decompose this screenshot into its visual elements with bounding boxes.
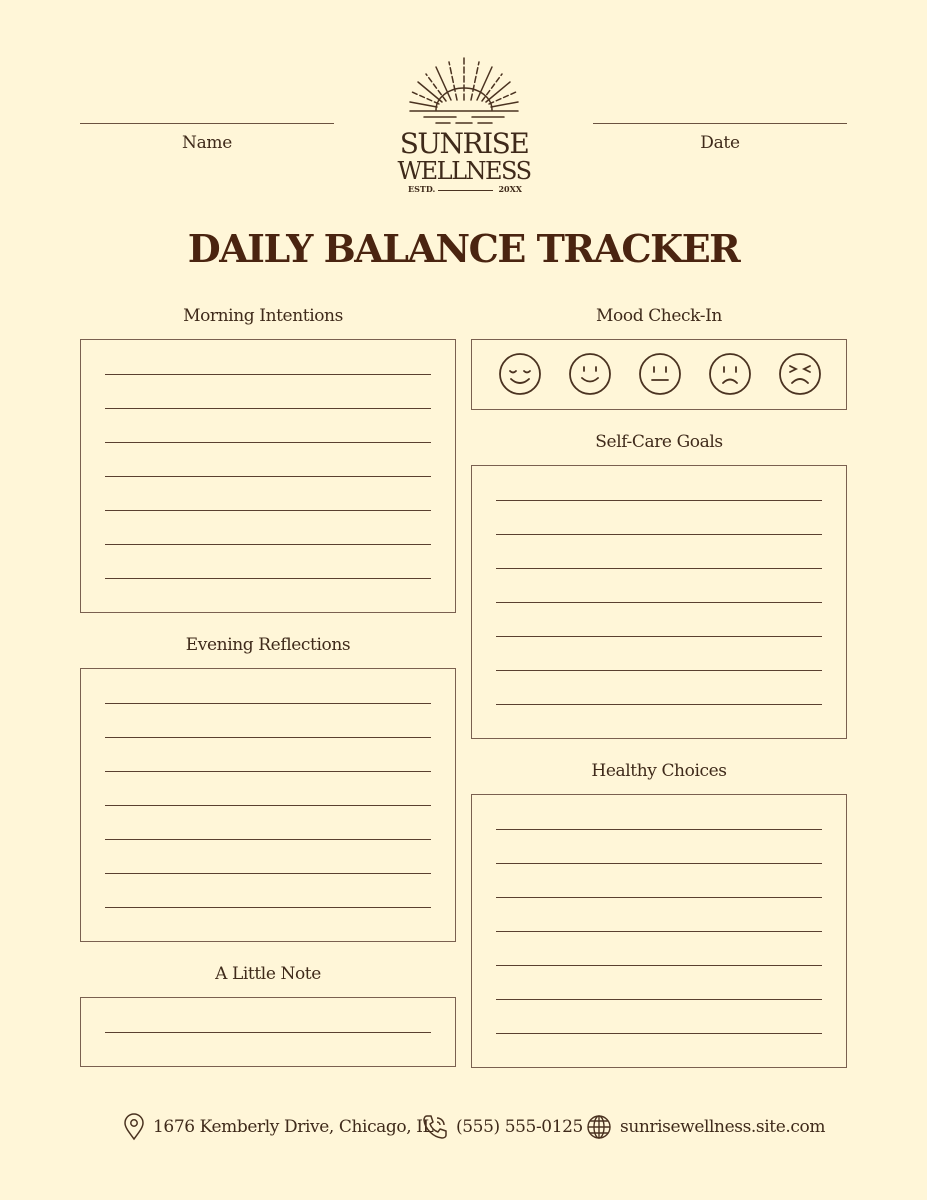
logo-year: 20XX (498, 184, 522, 194)
write-line[interactable] (105, 771, 431, 772)
write-line[interactable] (105, 907, 431, 908)
logo-divider (438, 190, 493, 191)
write-line[interactable] (105, 408, 431, 409)
morning-intentions-box[interactable] (80, 339, 456, 613)
neutral-face-icon[interactable] (638, 352, 682, 396)
mood-check-in-box (471, 339, 847, 410)
morning-intentions-label: Morning Intentions (183, 306, 343, 326)
name-line[interactable] (80, 123, 334, 124)
content-face-icon[interactable] (498, 352, 542, 396)
write-line[interactable] (496, 534, 822, 535)
date-label: Date (700, 133, 740, 153)
smile-face-icon[interactable] (568, 352, 612, 396)
little-note-label: A Little Note (215, 964, 321, 984)
location-pin-icon (123, 1113, 145, 1141)
write-line[interactable] (105, 442, 431, 443)
logo-line-2: WELLNESS (397, 157, 531, 185)
write-line[interactable] (496, 636, 822, 637)
sunrise-icon (364, 50, 564, 130)
write-line[interactable] (496, 931, 822, 932)
date-line[interactable] (593, 123, 847, 124)
upset-face-icon[interactable] (778, 352, 822, 396)
sad-face-icon[interactable] (708, 352, 752, 396)
write-line[interactable] (496, 897, 822, 898)
write-line[interactable] (496, 602, 822, 603)
write-line[interactable] (105, 873, 431, 874)
footer-website (586, 1112, 825, 1142)
footer-website-text[interactable]: sunrisewellness.site.com (620, 1117, 826, 1137)
write-line[interactable] (105, 544, 431, 545)
write-line[interactable] (105, 1032, 431, 1033)
footer-address-text: 1676 Kemberly Drive, Chicago, IL (153, 1117, 434, 1137)
healthy-choices-box[interactable] (471, 794, 847, 1068)
write-line[interactable] (105, 374, 431, 375)
write-line[interactable] (496, 863, 822, 864)
globe-icon (586, 1114, 612, 1140)
page-title: DAILY BALANCE TRACKER (187, 226, 740, 271)
footer-phone-text: (555) 555-0125 (456, 1117, 583, 1137)
logo-estd-row (408, 184, 522, 196)
little-note-box[interactable] (80, 997, 456, 1067)
logo-estd: ESTD. (408, 184, 436, 194)
write-line[interactable] (105, 578, 431, 579)
write-line[interactable] (496, 670, 822, 671)
healthy-choices-label: Healthy Choices (591, 761, 727, 781)
evening-reflections-label: Evening Reflections (185, 635, 351, 655)
mood-check-in-label: Mood Check-In (596, 306, 722, 326)
evening-reflections-box[interactable] (80, 668, 456, 942)
write-line[interactable] (496, 1033, 822, 1034)
write-line[interactable] (496, 704, 822, 705)
write-line[interactable] (105, 476, 431, 477)
self-care-goals-label: Self-Care Goals (595, 432, 723, 452)
footer-phone (422, 1112, 583, 1142)
write-line[interactable] (105, 839, 431, 840)
write-line[interactable] (496, 829, 822, 830)
write-line[interactable] (105, 703, 431, 704)
name-label: Name (182, 133, 232, 153)
self-care-goals-box[interactable] (471, 465, 847, 739)
write-line[interactable] (496, 568, 822, 569)
write-line[interactable] (105, 805, 431, 806)
write-line[interactable] (105, 510, 431, 511)
write-line[interactable] (496, 965, 822, 966)
write-line[interactable] (496, 999, 822, 1000)
write-line[interactable] (105, 737, 431, 738)
footer-address (123, 1112, 433, 1142)
phone-icon (422, 1114, 448, 1140)
write-line[interactable] (496, 500, 822, 501)
logo-line-1: SUNRISE (399, 127, 529, 160)
